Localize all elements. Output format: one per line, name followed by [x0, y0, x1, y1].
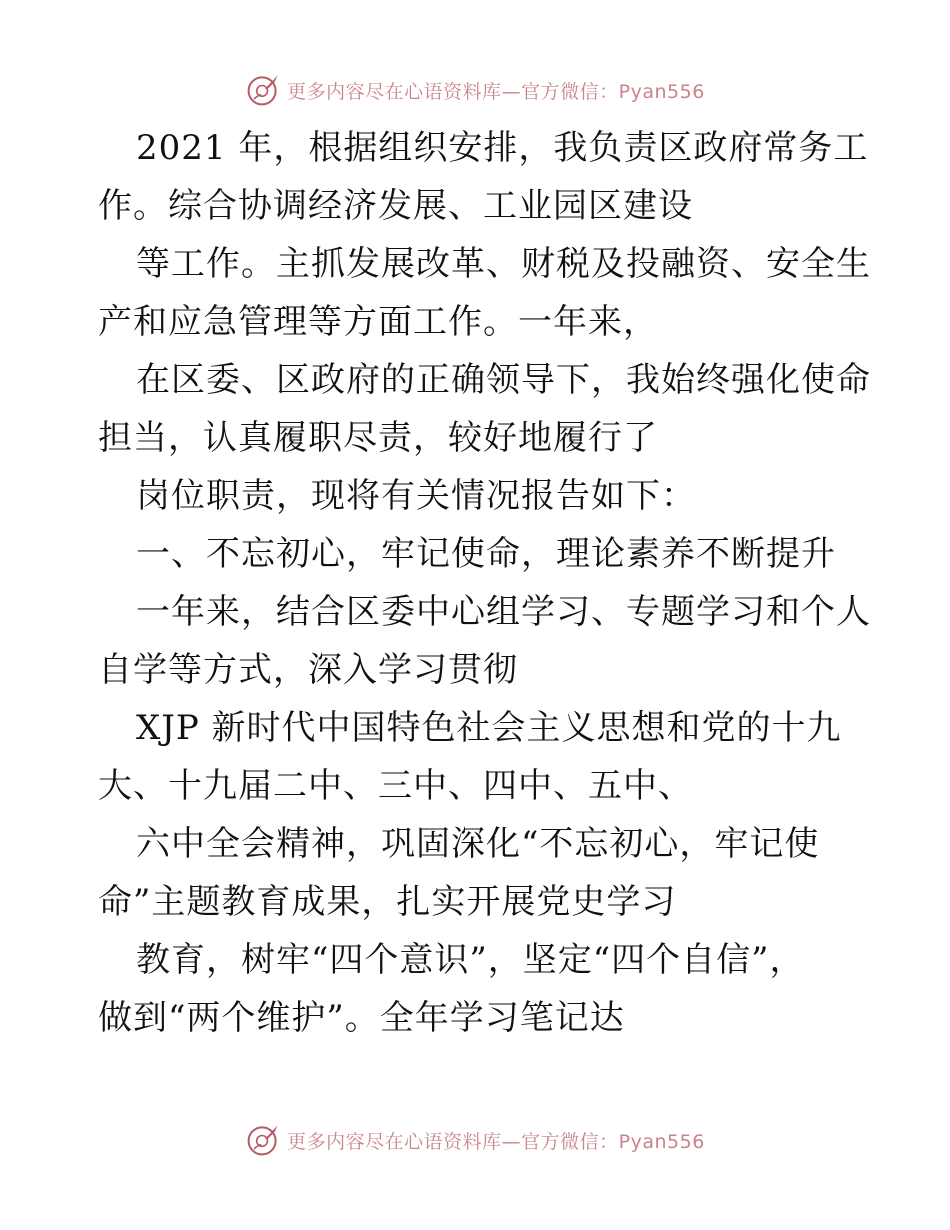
paragraph-line: 在区委、区政府的正确领导下，我始终强化使命 [136, 360, 871, 400]
paragraph-line: 教育，树牢“四个意识”，坚定“四个自信”， [136, 940, 805, 980]
paragraph-line: 岗位职责，现将有关情况报告如下： [136, 476, 696, 516]
paragraph-line: 产和应急管理等方面工作。一年来， [98, 302, 658, 342]
paragraph-line: 2021 年，根据组织安排，我负责区政府常务工 [136, 128, 869, 168]
quill-pen-logo-icon [245, 72, 281, 108]
paragraph-line: XJP 新时代中国特色社会主义思想和党的十九 [136, 708, 842, 748]
paragraph-line: 作。综合协调经济发展、工业园区建设 [98, 186, 693, 226]
paragraph-line: 做到“两个维护”。全年学习笔记达 [98, 998, 625, 1038]
paragraph-line: 自学等方式，深入学习贯彻 [98, 650, 518, 690]
footer-watermark [0, 1120, 950, 1160]
quill-pen-logo-icon [245, 1122, 281, 1158]
section-heading: 一、不忘初心，牢记使命，理论素养不断提升 [136, 534, 836, 574]
paragraph-line: 等工作。主抓发展改革、财税及投融资、安全生 [136, 244, 871, 284]
watermark-text: 更多内容尽在心语资料库—官方微信：Pyan556 [287, 1130, 705, 1153]
paragraph-line: 命”主题教育成果，扎实开展党史学习 [98, 882, 677, 922]
paragraph-line: 大、十九届二中、三中、四中、五中、 [98, 766, 693, 806]
paragraph-line: 六中全会精神，巩固深化“不忘初心，牢记使 [136, 824, 820, 864]
watermark-text: 更多内容尽在心语资料库—官方微信：Pyan556 [287, 80, 705, 103]
paragraph-line: 一年来，结合区委中心组学习、专题学习和个人 [136, 592, 871, 632]
header-watermark [0, 70, 950, 110]
paragraph-line: 担当，认真履职尽责，较好地履行了 [98, 418, 658, 458]
